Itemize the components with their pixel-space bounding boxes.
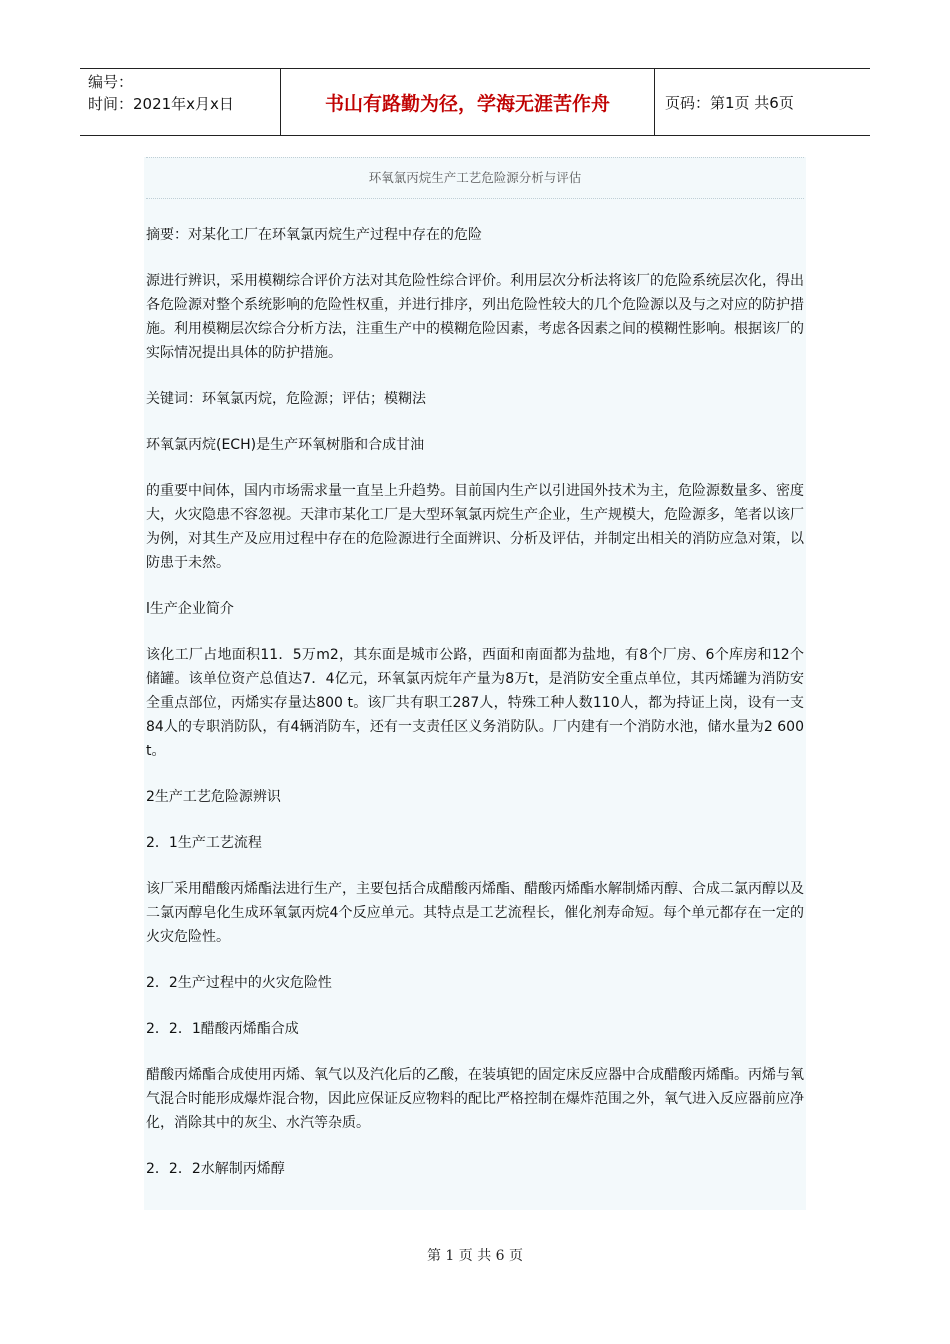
intro-lead: 环氧氯丙烷(ECH)是生产环氧树脂和合成甘油	[146, 437, 425, 453]
time-label: 时间：2021年x月x日	[88, 95, 234, 113]
subsubsection-heading: 2．2．2水解制丙烯醇	[146, 1161, 285, 1177]
header-page-code: 页码：第1页 共6页	[665, 93, 794, 112]
section-heading: l生产企业简介	[146, 601, 234, 617]
document-body	[144, 157, 806, 1210]
number-label: 编号：	[88, 73, 134, 91]
abstract-body: 源进行辨识，采用模糊综合评价方法对其危险性综合评价。利用层次分析法将该厂的危险系统层次化，得出各危险源对整个系统影响的危险性权重，并进行排序，列出危险性较大的几个危险源以及与之对应的防护措施。利用模糊层次综合分析方法，注重生产中的模糊危险因素，考虑各因素之间的模糊性影响。根据该厂的实际情况提出具体的防护措施。	[146, 273, 804, 361]
subsubsection-heading: 2．2．1醋酸丙烯酯合成	[146, 1021, 299, 1037]
abstract-lead: 摘要：对某化工厂在环氧氯丙烷生产过程中存在的危险	[146, 227, 482, 243]
document-title: 环氧氯丙烷生产工艺危险源分析与评估	[368, 170, 582, 185]
company-profile: 该化工厂占地面积11．5万m2，其东面是城市公路，西面和南面都为盐地，有8个厂房、6个库房和12个储罐。该单位资产总值达7．4亿元，环氧氯丙烷年产量为8万t，是消防安全重点单位，其丙烯罐为消防安全重点部位，丙烯实存量达800 t。该厂共有职工287人，特殊工种人数110人，都为持证上岗，设有一支84人的专职消防队，有4辆消防车，还有一支责任区义务消防队。厂内建有一个消防水池，储水量为2 600 t。	[146, 647, 804, 759]
process-description: 该厂采用醋酸丙烯酯法进行生产，主要包括合成醋酸丙烯酯、醋酸丙烯酯水解制烯丙醇、合成二氯丙醇以及二氯丙醇皂化生成环氧氯丙烷4个反应单元。其特点是工艺流程长，催化剂寿命短。每个单元都存在一定的火灾危险性。	[146, 881, 804, 945]
document-header	[80, 68, 870, 136]
header-meta	[80, 69, 280, 135]
header-motto: 书山有路勤为径，学海无涯苦作舟	[280, 69, 655, 135]
intro-body: 的重要中间体，国内市场需求量一直呈上升趋势。目前国内生产以引进国外技术为主，危险源数量多、密度大，火灾隐患不容忽视。天津市某化工厂是大型环氧氯丙烷生产企业，生产规模大，危险源多，笔者以该厂为例，对其生产及应用过程中存在的危险源进行全面辨识、分析及评估，并制定出相关的消防应急对策，以防患于未然。	[146, 483, 804, 571]
subsection-heading: 2．1生产工艺流程	[146, 835, 262, 851]
subsection-heading: 2．2生产过程中的火灾危险性	[146, 975, 332, 991]
section-heading: 2生产工艺危险源辨识	[146, 789, 281, 805]
keywords: 关键词：环氧氯丙烷，危险源；评估；模糊法	[146, 391, 426, 407]
page-footer: 第 1 页 共 6 页	[426, 1248, 524, 1264]
synthesis-description: 醋酸丙烯酯合成使用丙烯、氧气以及汽化后的乙酸，在装填钯的固定床反应器中合成醋酸丙烯酯。丙烯与氧气混合时能形成爆炸混合物，因此应保证反应物料的配比严格控制在爆炸范围之外，氧气进入反应器前应净化，消除其中的灰尘、水汽等杂质。	[146, 1067, 804, 1131]
